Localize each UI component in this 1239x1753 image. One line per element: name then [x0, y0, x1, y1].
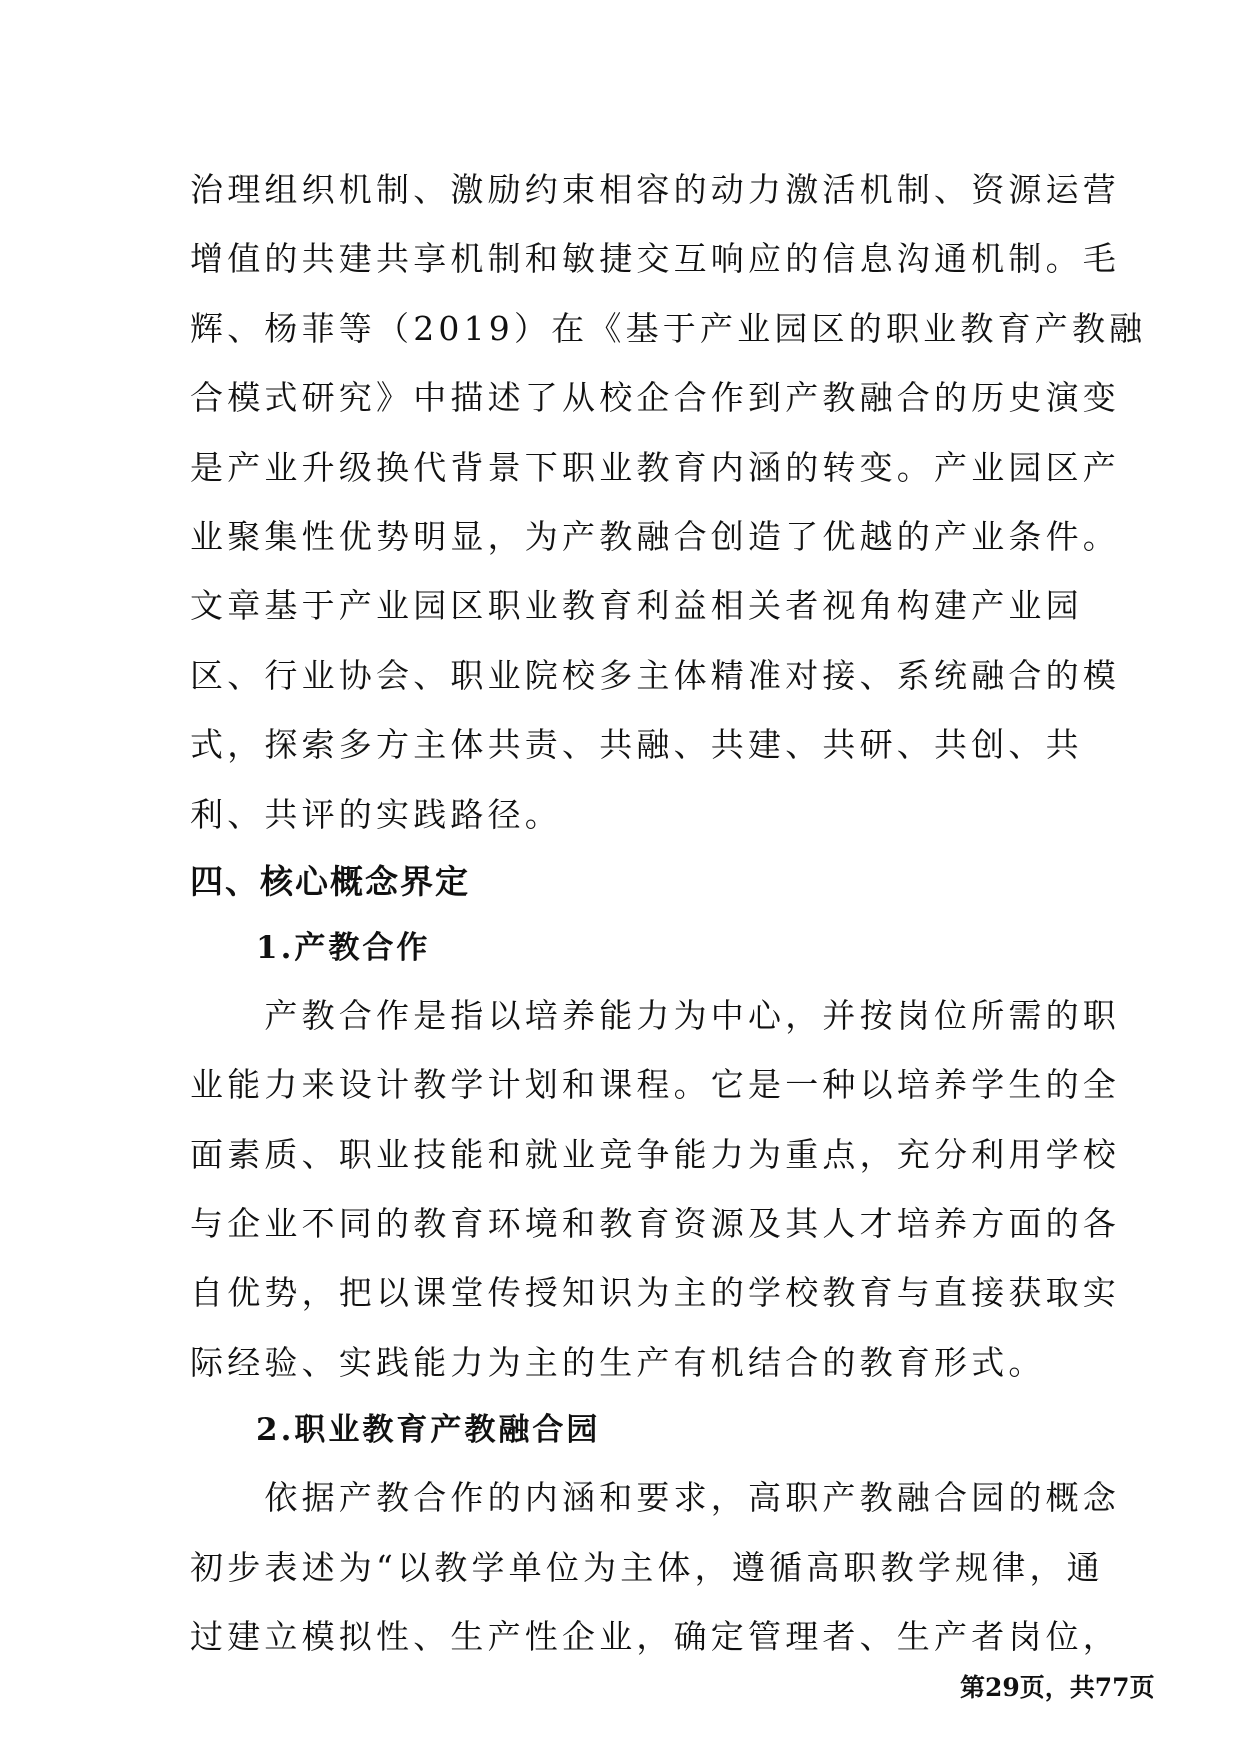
document-body [190, 155, 1147, 1671]
paragraph-industry-education-cooperation [190, 981, 1120, 1397]
paragraph-literature-review [190, 155, 1147, 849]
text-line: 是产业升级换代背景下职业教育内涵的转变。产业园区产 [190, 447, 1120, 487]
page-number: 第29页，共77页 [960, 1673, 1155, 1702]
text-line: 业能力来设计教学计划和课程。它是一种以培养学生的全 [190, 1065, 1120, 1105]
subsection-title-integration-park: 2.职业教育产教融合园 [256, 1412, 601, 1449]
subsection-title-industry-education-cooperation: 1.产教合作 [256, 929, 431, 966]
text-line: 式，探索多方主体共责、共融、共建、共研、共创、共 [190, 725, 1083, 765]
text-line: 自优势，把以课堂传授知识为主的学校教育与直接获取实 [190, 1273, 1120, 1313]
text-line: 依据产教合作的内涵和要求，高职产教融合园的概念 [190, 1478, 1120, 1518]
text-line: 初步表述为“以教学单位为主体，遵循高职教学规律，通 [190, 1547, 1104, 1587]
text-line: 产教合作是指以培养能力为中心，并按岗位所需的职 [190, 995, 1120, 1035]
text-line: 文章基于产业园区职业教育利益相关者视角构建产业园 [190, 586, 1083, 626]
text-line: 合模式研究》中描述了从校企合作到产教融合的历史演变 [190, 378, 1120, 418]
text-line: 际经验、实践能力为主的生产有机结合的教育形式。 [190, 1342, 1046, 1382]
text-line: 利、共评的实践路径。 [190, 794, 562, 834]
text-line: 业聚集性优势明显，为产教融合创造了优越的产业条件。 [190, 516, 1120, 556]
text-line: 治理组织机制、激励约束相容的动力激活机制、资源运营 [190, 170, 1120, 209]
text-line: 辉、杨菲等（2019）在《基于产业园区的职业教育产教融 [190, 308, 1147, 348]
section-heading: 四、核心概念界定 [190, 861, 470, 901]
text-line: 过建立模拟性、生产性企业，确定管理者、生产者岗位， [190, 1617, 1120, 1657]
text-line: 增值的共建共享机制和敏捷交互响应的信息沟通机制。毛 [190, 239, 1120, 279]
text-line: 与企业不同的教育环境和教育资源及其人才培养方面的各 [190, 1204, 1120, 1244]
paragraph-integration-park [190, 1463, 1120, 1671]
text-line: 区、行业协会、职业院校多主体精准对接、系统融合的模 [190, 655, 1120, 695]
text-line: 面素质、职业技能和就业竞争能力为重点，充分利用学校 [190, 1134, 1120, 1174]
